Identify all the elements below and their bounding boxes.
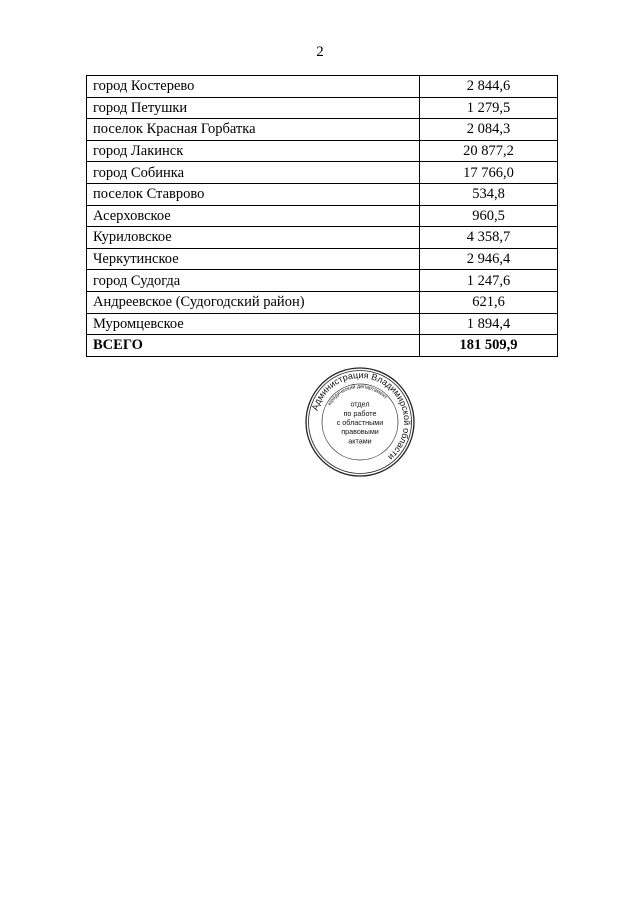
budget-table — [86, 75, 558, 357]
municipality-name: город Петушки — [87, 97, 420, 119]
amount-value: 534,8 — [420, 183, 558, 205]
table-row — [87, 76, 558, 98]
table-body — [87, 76, 558, 357]
table-row — [87, 291, 558, 313]
amount-value: 2 946,4 — [420, 248, 558, 270]
amount-value: 960,5 — [420, 205, 558, 227]
stamp-seal — [304, 366, 416, 478]
page-number: 2 — [316, 44, 324, 60]
total-row — [87, 335, 558, 357]
municipality-name: город Лакинск — [87, 140, 420, 162]
amount-value: 4 358,7 — [420, 227, 558, 249]
amount-value: 1 894,4 — [420, 313, 558, 335]
total-value: 181 509,9 — [420, 335, 558, 357]
table-row — [87, 119, 558, 141]
municipality-name: Муромцевское — [87, 313, 420, 335]
total-label: ВСЕГО — [87, 335, 420, 357]
table-row — [87, 162, 558, 184]
municipality-name: Черкутинское — [87, 248, 420, 270]
amount-value: 1 279,5 — [420, 97, 558, 119]
amount-value: 621,6 — [420, 291, 558, 313]
amount-value: 2 844,6 — [420, 76, 558, 98]
amount-value: 1 247,6 — [420, 270, 558, 292]
table-row — [87, 313, 558, 335]
table-row — [87, 205, 558, 227]
stamp-center-line: отдел — [350, 399, 370, 409]
amount-value: 2 084,3 — [420, 119, 558, 141]
municipality-name: поселок Красная Горбатка — [87, 119, 420, 141]
stamp-center-line: актами — [348, 436, 372, 446]
municipality-name: Асерховское — [87, 205, 420, 227]
table-row — [87, 227, 558, 249]
stamp-inner-ring-text: юридический департамент — [326, 383, 389, 407]
table-row — [87, 270, 558, 292]
municipality-name: город Костерево — [87, 76, 420, 98]
table-row — [87, 183, 558, 205]
table-row — [87, 140, 558, 162]
table-row — [87, 248, 558, 270]
amount-value: 20 877,2 — [420, 140, 558, 162]
official-stamp — [304, 366, 416, 478]
stamp-outer-text: Администрация Владимирской области — [309, 369, 413, 463]
stamp-center-line: правовыми — [341, 427, 379, 437]
municipality-name: поселок Ставрово — [87, 183, 420, 205]
table-row — [87, 97, 558, 119]
municipality-name: Андреевское (Судогодский район) — [87, 291, 420, 313]
municipality-name: город Судогда — [87, 270, 420, 292]
stamp-center-text — [337, 400, 384, 446]
stamp-center-line: по работе — [343, 408, 377, 418]
municipality-name: Куриловское — [87, 227, 420, 249]
municipality-name: город Собинка — [87, 162, 420, 184]
stamp-center-line: с областными — [336, 418, 384, 427]
amount-value: 17 766,0 — [420, 162, 558, 184]
